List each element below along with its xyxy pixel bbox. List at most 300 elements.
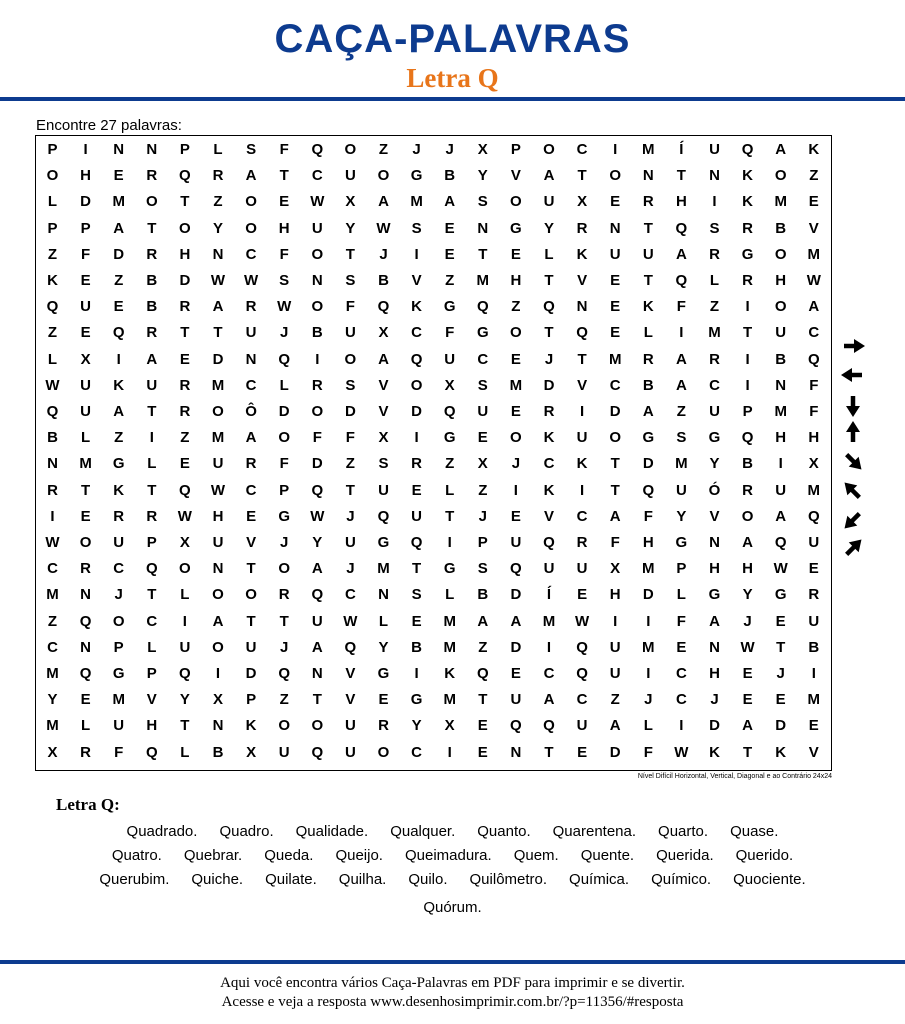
grid-cell: F bbox=[643, 507, 653, 525]
grid-cell: L bbox=[180, 743, 190, 761]
grid-cell: D bbox=[609, 743, 621, 761]
grid-cell: T bbox=[610, 481, 620, 499]
grid-cell: I bbox=[712, 193, 717, 211]
grid-cell: I bbox=[580, 403, 585, 420]
grid-cell: Q bbox=[179, 167, 191, 185]
grid-cell: M bbox=[211, 429, 225, 447]
grid-cell: A bbox=[477, 612, 489, 630]
grid-cell: R bbox=[179, 376, 191, 394]
grid-cell: V bbox=[378, 403, 389, 420]
grid-cell: J bbox=[544, 350, 554, 368]
grid-cell: B bbox=[808, 638, 820, 656]
grid-cell: F bbox=[676, 612, 686, 630]
grid-cell: A bbox=[311, 560, 323, 578]
grid-cell: O bbox=[344, 141, 357, 158]
grid-cell: E bbox=[510, 350, 521, 368]
word-list bbox=[40, 822, 865, 922]
grid-cell: S bbox=[378, 455, 389, 473]
grid-cell: Q bbox=[311, 141, 324, 158]
grid-cell: Z bbox=[180, 429, 190, 447]
grid-cell: W bbox=[674, 743, 689, 761]
grid-cell: E bbox=[808, 193, 819, 211]
grid-cell: Í bbox=[679, 141, 684, 158]
grid-cell: Z bbox=[47, 245, 58, 263]
grid-cell: T bbox=[643, 219, 653, 237]
grid-cell: P bbox=[146, 534, 157, 551]
grid-cell: M bbox=[112, 193, 125, 211]
grid-cell: E bbox=[179, 350, 190, 368]
grid-cell: U bbox=[775, 324, 787, 342]
grid-cell: I bbox=[580, 481, 585, 499]
grid-cell: P bbox=[510, 141, 521, 158]
grid-cell: H bbox=[510, 272, 522, 289]
grid-cell: E bbox=[610, 272, 621, 289]
grid-cell: R bbox=[278, 586, 290, 604]
grid-cell: G bbox=[774, 586, 787, 604]
word-list-line bbox=[40, 898, 865, 922]
grid-cell: E bbox=[80, 272, 91, 289]
grid-cell: U bbox=[311, 219, 323, 237]
grid-cell: Q bbox=[311, 586, 324, 604]
grid-cell: Y bbox=[47, 691, 58, 709]
grid-cell: A bbox=[245, 167, 257, 185]
grid-cell: M bbox=[774, 403, 787, 420]
grid-cell: E bbox=[510, 507, 521, 525]
grid-cell: O bbox=[510, 324, 522, 342]
grid-cell: M bbox=[410, 193, 423, 211]
grid-cell: N bbox=[245, 350, 257, 368]
grid-cell: H bbox=[179, 245, 191, 263]
grid-cell: A bbox=[742, 534, 754, 551]
word-item: Querida. bbox=[656, 847, 714, 864]
grid-cell: Y bbox=[477, 167, 488, 185]
grid-cell: M bbox=[112, 691, 125, 709]
grid-cell: K bbox=[808, 141, 820, 158]
grid-cell: S bbox=[345, 376, 356, 394]
grid-cell: O bbox=[741, 507, 754, 525]
grid-cell: A bbox=[775, 507, 787, 525]
grid-cell: E bbox=[378, 691, 389, 709]
grid-cell: O bbox=[278, 429, 291, 447]
grid-cell: D bbox=[113, 245, 125, 263]
word-item: Quilômetro. bbox=[469, 871, 548, 888]
grid-cell: Q bbox=[543, 298, 555, 316]
grid-cell: L bbox=[544, 245, 554, 263]
grid-cell: I bbox=[447, 743, 452, 761]
grid-cell: Q bbox=[543, 717, 555, 735]
grid-cell: Q bbox=[476, 298, 489, 316]
grid-cell: R bbox=[311, 376, 323, 394]
grid-cell: D bbox=[642, 586, 654, 604]
grid-cell: U bbox=[80, 298, 92, 316]
grid-cell: T bbox=[312, 691, 322, 709]
grid-cell: M bbox=[509, 376, 523, 394]
grid-cell: X bbox=[212, 691, 223, 709]
grid-cell: W bbox=[575, 612, 590, 630]
grid-cell: S bbox=[477, 376, 488, 394]
grid-cell: G bbox=[443, 560, 456, 578]
grid-cell: O bbox=[212, 403, 224, 420]
grid-cell: Q bbox=[377, 507, 390, 525]
grid-cell: T bbox=[147, 219, 157, 237]
grid-cell: W bbox=[45, 376, 60, 394]
grid-cell: C bbox=[245, 376, 257, 394]
grid-cell: T bbox=[478, 245, 488, 263]
grid-cell: U bbox=[642, 245, 654, 263]
grid-cell: G bbox=[410, 167, 423, 185]
grid-cell: Z bbox=[478, 638, 488, 656]
grid-cell: Q bbox=[278, 350, 291, 368]
grid-cell: P bbox=[113, 638, 124, 656]
grid-cell: U bbox=[576, 560, 588, 578]
grid-cell: J bbox=[346, 507, 355, 525]
word-item: Quebrar. bbox=[183, 847, 243, 864]
grid-cell: O bbox=[543, 141, 555, 158]
grid-cell: I bbox=[414, 665, 419, 682]
grid-cell: D bbox=[179, 272, 191, 289]
grid-cell: P bbox=[179, 141, 190, 158]
grid-cell: M bbox=[443, 691, 456, 709]
grid-cell: X bbox=[378, 324, 389, 342]
grid-cell: U bbox=[808, 612, 820, 630]
word-list-line bbox=[40, 870, 865, 894]
grid-cell: A bbox=[444, 193, 456, 211]
grid-cell: R bbox=[113, 507, 125, 525]
grid-cell: A bbox=[245, 429, 257, 447]
grid-cell: W bbox=[277, 298, 292, 316]
grid-cell: N bbox=[311, 665, 323, 682]
grid-cell: I bbox=[414, 429, 419, 447]
grid-cell: U bbox=[609, 665, 621, 682]
word-item: Queijo. bbox=[335, 847, 383, 864]
grid-cell: O bbox=[510, 429, 522, 447]
grid-cell: Y bbox=[676, 507, 687, 525]
grid-cell: Y bbox=[345, 219, 356, 237]
grid-cell: Q bbox=[46, 298, 59, 316]
grid-cell: V bbox=[543, 507, 554, 525]
grid-cell: N bbox=[212, 245, 224, 263]
grid-cell: L bbox=[47, 193, 58, 211]
grid-cell: C bbox=[47, 638, 58, 656]
grid-cell: E bbox=[610, 324, 621, 342]
grid-cell: Z bbox=[610, 691, 620, 709]
grid-cell: D bbox=[212, 350, 224, 368]
grid-cell: T bbox=[180, 324, 190, 342]
grid-cell: O bbox=[377, 743, 390, 761]
grid-cell: H bbox=[609, 586, 621, 604]
grid-cell: I bbox=[447, 534, 452, 551]
grid-cell: R bbox=[146, 507, 158, 525]
grid-cell: F bbox=[279, 455, 289, 473]
grid-cell: I bbox=[149, 429, 154, 447]
grid-cell: M bbox=[211, 376, 225, 394]
grid-cell: L bbox=[147, 455, 157, 473]
arrow-up-right-icon bbox=[842, 535, 867, 560]
grid-cell: D bbox=[642, 455, 654, 473]
grid-cell: D bbox=[510, 638, 522, 656]
grid-cell: A bbox=[212, 298, 224, 316]
grid-cell: O bbox=[278, 560, 291, 578]
grid-cell: N bbox=[146, 141, 158, 158]
grid-cell: K bbox=[642, 298, 654, 316]
grid-cell: N bbox=[80, 638, 92, 656]
grid-cell: G bbox=[112, 665, 125, 682]
grid-cell: O bbox=[311, 245, 324, 263]
grid-cell: O bbox=[311, 717, 324, 735]
word-item: Quatro. bbox=[111, 847, 162, 864]
grid-cell: R bbox=[146, 245, 158, 263]
grid-cell: B bbox=[146, 298, 158, 316]
grid-cell: D bbox=[245, 665, 257, 682]
grid-cell: E bbox=[477, 717, 488, 735]
word-item: Qualidade. bbox=[295, 823, 369, 840]
grid-cell: M bbox=[675, 455, 688, 473]
grid-cell: T bbox=[147, 586, 157, 604]
grid-cell: Z bbox=[809, 167, 819, 185]
grid-cell: C bbox=[609, 376, 621, 394]
grid-cell: M bbox=[807, 245, 821, 263]
word-item: Química. bbox=[569, 871, 630, 888]
grid-cell: I bbox=[778, 455, 783, 473]
grid-cell: M bbox=[46, 665, 59, 682]
page-subtitle: Letra Q bbox=[406, 63, 499, 93]
grid-cell: F bbox=[312, 429, 322, 447]
grid-cell: E bbox=[775, 612, 786, 630]
grid-cell: R bbox=[742, 481, 754, 499]
grid-cell: Q bbox=[807, 350, 820, 368]
grid-cell: A bbox=[543, 167, 555, 185]
grid-cell: A bbox=[378, 193, 389, 211]
grid-cell: R bbox=[179, 403, 191, 420]
grid-cell: J bbox=[644, 691, 653, 709]
arrow-right-icon bbox=[844, 339, 865, 353]
grid-cell: M bbox=[807, 691, 821, 709]
grid-cell: D bbox=[278, 403, 290, 420]
grid-cell: N bbox=[47, 455, 58, 473]
word-item: Queimadura. bbox=[404, 847, 492, 864]
grid-cell: P bbox=[246, 691, 257, 709]
grid-cell: H bbox=[775, 272, 787, 289]
grid-cell: E bbox=[246, 507, 257, 525]
word-item: Quilo. bbox=[408, 871, 448, 888]
grid-cell: R bbox=[709, 350, 720, 368]
grid-cell: F bbox=[809, 376, 819, 394]
grid-cell: R bbox=[80, 560, 92, 578]
grid-cell: V bbox=[411, 272, 422, 289]
grid-cell: M bbox=[377, 560, 390, 578]
grid-cell: T bbox=[743, 324, 753, 342]
grid-cell: O bbox=[278, 717, 291, 735]
grid-cell: T bbox=[147, 481, 157, 499]
grid-cell: L bbox=[81, 429, 91, 447]
grid-cell: D bbox=[775, 717, 787, 735]
grid-cell: O bbox=[774, 298, 787, 316]
grid-cell: P bbox=[47, 219, 58, 237]
grid-cell: F bbox=[345, 298, 355, 316]
grid-cell: V bbox=[808, 743, 819, 761]
grid-cell: U bbox=[675, 481, 687, 499]
arrow-down-left-icon bbox=[840, 509, 865, 534]
grid-cell: I bbox=[811, 665, 816, 682]
grid-cell: U bbox=[576, 429, 588, 447]
grid-cell: O bbox=[245, 219, 257, 237]
grid-cell: M bbox=[443, 612, 456, 630]
grid-cell: Q bbox=[543, 534, 555, 551]
grid-cell: W bbox=[310, 193, 325, 211]
grid-cell: O bbox=[510, 193, 522, 211]
grid-cell: J bbox=[280, 638, 289, 656]
grid-cell: O bbox=[112, 612, 125, 630]
grid-cell: J bbox=[710, 691, 719, 709]
grid-cell: U bbox=[808, 534, 820, 551]
grid-cell: W bbox=[740, 638, 755, 656]
grid-cell: T bbox=[544, 272, 554, 289]
grid-cell: Q bbox=[179, 481, 191, 499]
grid-cell: V bbox=[808, 219, 819, 237]
grid-cell: I bbox=[745, 376, 750, 394]
word-item: Querubim. bbox=[99, 871, 170, 888]
grid-cell: K bbox=[742, 167, 754, 185]
grid-cell: Q bbox=[576, 638, 588, 656]
grid-cell: Z bbox=[345, 455, 355, 473]
grid-cell: E bbox=[808, 560, 819, 578]
grid-cell: O bbox=[311, 298, 324, 316]
grid-cell: R bbox=[245, 455, 257, 473]
grid-cell: X bbox=[378, 429, 389, 447]
grid-cell: U bbox=[344, 717, 356, 735]
grid-cell: M bbox=[774, 193, 787, 211]
grid-cell: R bbox=[80, 743, 92, 761]
grid-cell: O bbox=[410, 376, 423, 394]
grid-cell: E bbox=[179, 455, 190, 473]
grid-cell: R bbox=[146, 324, 158, 342]
grid-cell: V bbox=[510, 167, 521, 185]
grid-cell: T bbox=[81, 481, 91, 499]
grid-cell: H bbox=[642, 534, 654, 551]
grid-cell: R bbox=[543, 403, 555, 420]
grid-cell: Z bbox=[114, 272, 124, 289]
grid-cell: Í bbox=[546, 586, 552, 604]
grid-cell: A bbox=[113, 403, 125, 420]
grid-cell: U bbox=[510, 691, 522, 709]
word-item: Quarto. bbox=[658, 823, 709, 840]
grid-cell: N bbox=[113, 141, 125, 158]
grid-cell: Q bbox=[576, 324, 588, 342]
grid-cell: Q bbox=[344, 638, 357, 656]
grid-cell: V bbox=[345, 665, 356, 682]
grid-cell: C bbox=[675, 691, 687, 709]
grid-cell: I bbox=[414, 245, 419, 263]
grid-cell: K bbox=[543, 481, 555, 499]
grid-cell: Y bbox=[742, 586, 753, 604]
grid-cell: M bbox=[476, 272, 490, 289]
grid-cell: Q bbox=[741, 141, 754, 158]
grid-cell: C bbox=[113, 560, 125, 578]
grid-cell: P bbox=[146, 665, 157, 682]
grid-cell: V bbox=[146, 691, 157, 709]
grid-cell: E bbox=[477, 743, 488, 761]
grid-cell: O bbox=[609, 167, 622, 185]
grid-cell: F bbox=[676, 298, 686, 316]
grid-cell: G bbox=[278, 507, 291, 525]
arrow-down-right-icon bbox=[842, 450, 867, 475]
grid-cell: U bbox=[576, 717, 588, 735]
arrow-up-left-icon bbox=[840, 478, 865, 503]
grid-cell: W bbox=[310, 507, 325, 525]
grid-cell: E bbox=[610, 298, 621, 316]
grid-cell: Q bbox=[377, 298, 390, 316]
grid-cell: U bbox=[344, 324, 356, 342]
grid-cell: A bbox=[642, 403, 654, 420]
grid-cell: O bbox=[179, 219, 191, 237]
grid-cell: S bbox=[477, 560, 488, 578]
word-item: Quilha. bbox=[338, 871, 387, 888]
grid-cell: U bbox=[444, 350, 456, 368]
grid-cell: A bbox=[510, 612, 522, 630]
grid-cell: D bbox=[709, 717, 720, 735]
grid-cell: X bbox=[444, 717, 455, 735]
grid-cell: E bbox=[444, 245, 455, 263]
grid-cell: Q bbox=[79, 665, 92, 682]
word-item: Químico. bbox=[651, 871, 712, 888]
grid-cell: U bbox=[609, 245, 621, 263]
grid-cell: I bbox=[315, 350, 320, 368]
grid-cell: X bbox=[246, 743, 257, 761]
grid-cell: L bbox=[378, 612, 389, 630]
grid-cell: L bbox=[180, 586, 190, 604]
footer-line-1: Aqui você encontra vários Caça-Palavras em PDF para imprimir e se divertir. bbox=[220, 975, 685, 991]
grid-cell: C bbox=[675, 665, 687, 682]
grid-cell: Z bbox=[676, 403, 686, 420]
grid-cell: B bbox=[146, 272, 158, 289]
grid-cell: N bbox=[378, 586, 389, 604]
word-list-line bbox=[40, 846, 865, 870]
grid-cell: U bbox=[212, 455, 224, 473]
grid-cell: U bbox=[80, 376, 92, 394]
grid-cell: N bbox=[775, 376, 787, 394]
grid-cell: Q bbox=[510, 717, 522, 735]
grid-cell: R bbox=[146, 167, 158, 185]
grid-cell: A bbox=[675, 245, 687, 263]
grid-cell: T bbox=[643, 272, 653, 289]
grid-cell: F bbox=[809, 403, 819, 420]
grid-cell: I bbox=[215, 665, 221, 682]
grid-cell: G bbox=[510, 219, 522, 237]
grid-cell: L bbox=[445, 586, 455, 604]
grid-cell: Q bbox=[774, 534, 787, 551]
grid-cell: B bbox=[47, 429, 58, 447]
grid-cell: W bbox=[210, 481, 226, 499]
grid-cell: M bbox=[608, 350, 622, 368]
grid-cell: C bbox=[477, 350, 489, 368]
grid-cell: Z bbox=[279, 691, 289, 709]
grid-cell: E bbox=[676, 638, 687, 656]
grid-cell: N bbox=[212, 560, 224, 578]
grid-cell: M bbox=[79, 455, 92, 473]
grid-cell: R bbox=[642, 350, 654, 368]
instructions: Encontre 27 palavras: bbox=[36, 117, 182, 134]
grid-cell: J bbox=[379, 245, 388, 263]
grid-cell: R bbox=[576, 219, 588, 237]
grid-cell: G bbox=[708, 429, 721, 447]
word-item: Quadro. bbox=[219, 823, 274, 840]
grid-cell: Q bbox=[807, 507, 820, 525]
grid-cell: K bbox=[245, 717, 257, 735]
grid-cell: G bbox=[377, 534, 390, 551]
grid-cell: Q bbox=[675, 219, 688, 237]
grid-cell: M bbox=[542, 612, 556, 630]
grid-cell: V bbox=[378, 376, 389, 394]
